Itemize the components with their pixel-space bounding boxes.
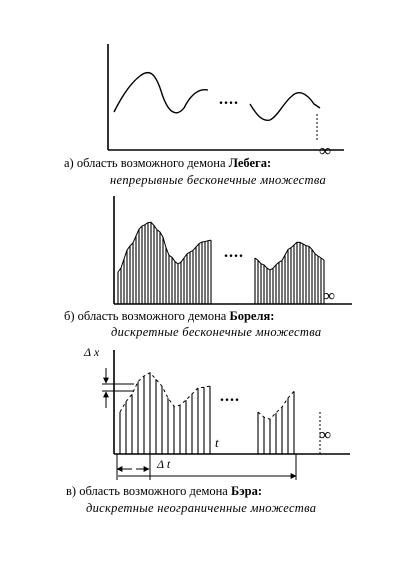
panel-b-caption-name: Бореля: [229, 309, 275, 323]
panel-a-caption-prefix: а) область возможного демона [64, 156, 226, 170]
panel-b-envelope-left [118, 222, 211, 272]
panel-a-caption [64, 157, 271, 170]
panel-a-caption-name: Лебега: [228, 156, 272, 170]
panel-b-subtitle: дискретные бесконечные множества [111, 325, 322, 339]
panel-c-subtitle: дискретные неограниченные множества [86, 501, 317, 515]
panel-b-sample-lines [118, 222, 324, 304]
panel-c-caption [66, 485, 262, 498]
panel-c-envelope-left [120, 373, 210, 412]
panel-c-caption-name: Бэра: [230, 484, 263, 498]
panel-b-envelope-right [255, 242, 324, 270]
panel-a-curve-left [114, 73, 208, 113]
panel-c-caption-prefix: в) область возможного демона [66, 484, 228, 498]
panel-a-curve-right [250, 93, 320, 121]
panel-a-infinity-label: ∞ [319, 141, 332, 160]
panel-c-ellipsis: .... [220, 388, 240, 405]
panel-b-caption-prefix: б) область возможного демона [64, 309, 227, 323]
panel-b-caption [64, 310, 274, 323]
panel-c-sample-lines [120, 373, 320, 454]
panel-a-subtitle: непрерывные бесконечные множества [110, 173, 327, 187]
t-label: t [215, 435, 219, 450]
panel-c-infinity-label: ∞ [319, 425, 332, 444]
dt-label: Δ t [157, 457, 171, 471]
panel-a-ellipsis: .... [219, 91, 239, 108]
panel-b-ellipsis: .... [224, 244, 244, 261]
panel-b-infinity-label: ∞ [323, 286, 336, 305]
dx-label: Δ x [84, 345, 100, 359]
panel-c [102, 350, 350, 480]
